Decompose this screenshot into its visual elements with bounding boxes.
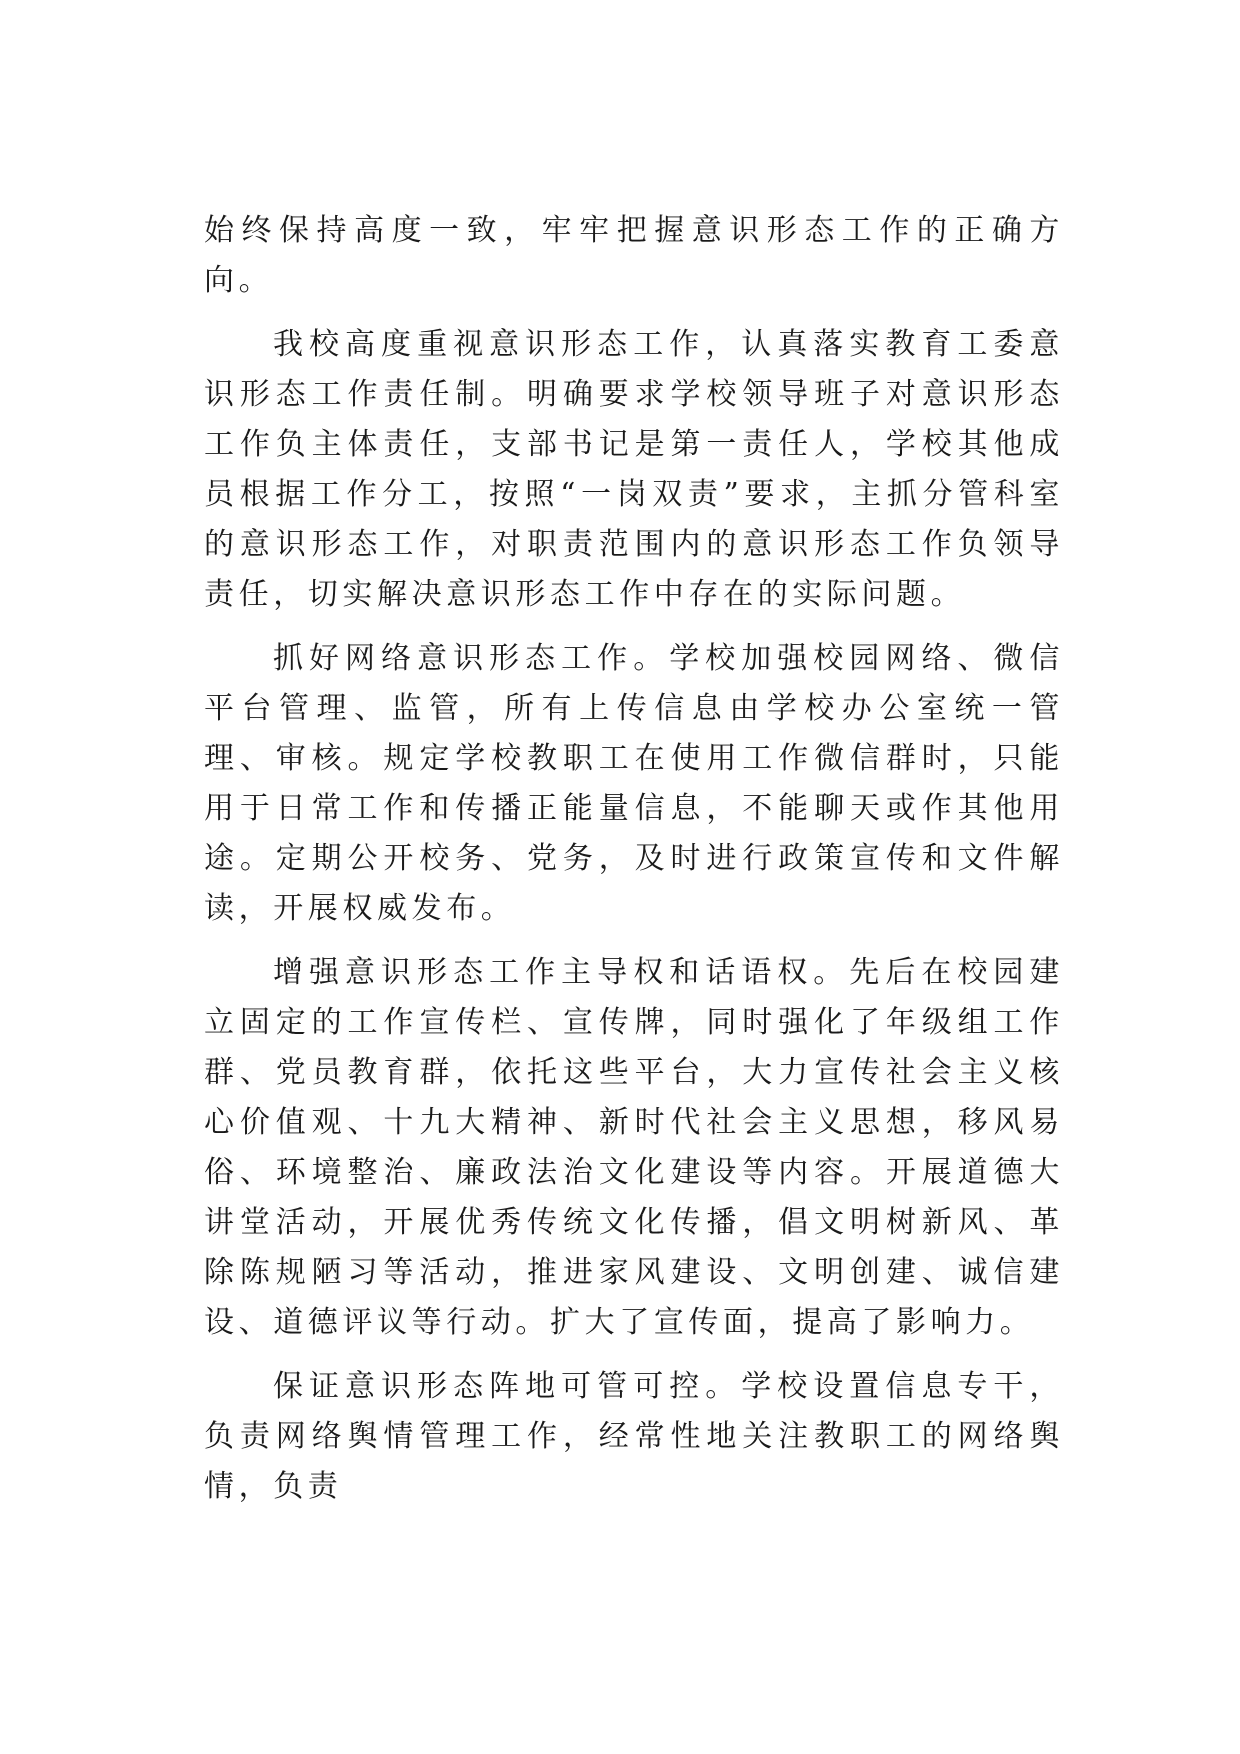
paragraph-responsibility-system: 我校高度重视意识形态工作，认真落实教育工委意识形态工作责任制。明确要求学校领导班子对意识形态工作负主体责任，支部书记是第一责任人，学校其他成员根据工作分工，按照“一岗双责”要求，主抓分管科室的意识形态工作，对职责范围内的意识形态工作负领导责任，切实解决意识形态工作中存在的实际问题。 xyxy=(204,327,1064,612)
document-body xyxy=(204,206,1064,1526)
paragraph-discourse-power: 增强意识形态工作主导权和话语权。先后在校园建立固定的工作宣传栏、宣传牌，同时强化了年级组工作群、党员教育群，依托这些平台，大力宣传社会主义核心价值观、十九大精神、新时代社会主义思想，移风易俗、环境整治、廉政法治文化建设等内容。开展道德大讲堂活动，开展优秀传统文化传播，倡文明树新风、革除陈规陋习等活动，推进家风建设、文明创建、诚信建设、道德评议等行动。扩大了宣传面，提高了影响力。 xyxy=(204,955,1064,1340)
paragraph-network-ideology: 抓好网络意识形态工作。学校加强校园网络、微信平台管理、监管，所有上传信息由学校办公室统一管理、审核。规定学校教职工在使用工作微信群时，只能用于日常工作和传播正能量信息，不能聊天或作其他用途。定期公开校务、党务，及时进行政策宣传和文件解读，开展权威发布。 xyxy=(204,641,1064,926)
paragraph-position-control: 保证意识形态阵地可管可控。学校设置信息专干，负责网络舆情管理工作，经常性地关注教职工的网络舆情，负责 xyxy=(204,1369,1064,1504)
paragraph-continued: 始终保持高度一致，牢牢把握意识形态工作的正确方向。 xyxy=(204,213,1064,298)
